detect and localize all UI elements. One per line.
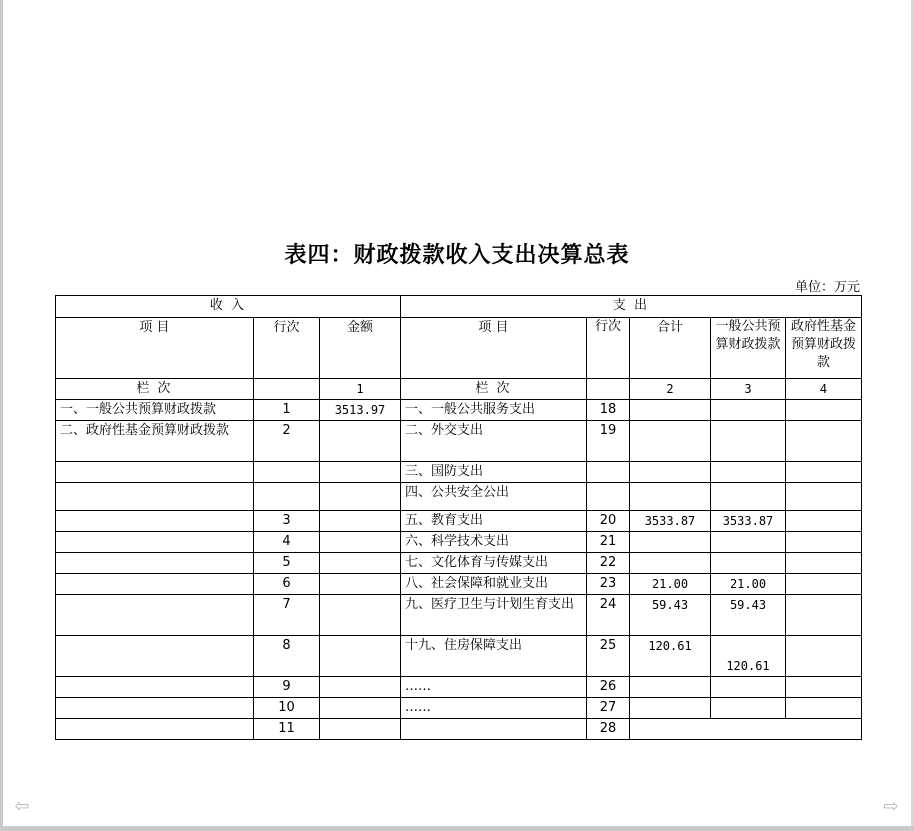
total-cell (630, 532, 711, 553)
expense-group-header: 支 出 (401, 296, 862, 318)
table-row (56, 532, 862, 553)
income-amount-cell (320, 483, 401, 511)
lanci-general-index: 3 (711, 379, 786, 400)
lanci-blank (587, 379, 630, 400)
fund-cell (786, 636, 862, 677)
general-cell: 59.43 (711, 595, 786, 636)
income-amount-cell: 3513.97 (320, 400, 401, 421)
table-row (56, 400, 862, 421)
income-amount-cell (320, 532, 401, 553)
expense-row-cell: 26 (587, 677, 630, 698)
income-amount-cell (320, 511, 401, 532)
income-row-cell: 11 (254, 719, 320, 740)
income-amount-cell (320, 677, 401, 698)
general-cell (711, 462, 786, 483)
income-row-cell: 1 (254, 400, 320, 421)
income-item-cell (56, 595, 254, 636)
expense-row-cell: 27 (587, 698, 630, 719)
general-cell (711, 532, 786, 553)
income-row-cell (254, 483, 320, 511)
expense-row-cell: 20 (587, 511, 630, 532)
income-row-cell: 10 (254, 698, 320, 719)
col-header-total: 合计 (630, 318, 711, 379)
income-row-cell: 9 (254, 677, 320, 698)
income-amount-cell (320, 636, 401, 677)
general-cell (711, 483, 786, 511)
income-item-cell (56, 511, 254, 532)
fund-cell (786, 400, 862, 421)
income-group-header: 收 入 (56, 296, 401, 318)
expense-item-cell: 十九、住房保障支出 (401, 636, 587, 677)
fund-cell (786, 483, 862, 511)
lanci-amount-index: 1 (320, 379, 401, 400)
table-row (56, 421, 862, 462)
expense-item-cell: 六、科学技术支出 (401, 532, 587, 553)
col-header-income-row: 行次 (254, 318, 320, 379)
general-cell (711, 636, 786, 677)
expense-row-cell: 25 (587, 636, 630, 677)
income-item-cell (56, 698, 254, 719)
income-row-cell: 6 (254, 574, 320, 595)
lanci-fund-index: 4 (786, 379, 862, 400)
col-header-amount: 金额 (320, 318, 401, 379)
fund-cell (786, 553, 862, 574)
col-header-fund-budget: 政府性基金预算财政拨款 (786, 318, 862, 379)
table-row (56, 462, 862, 483)
expense-row-cell: 19 (587, 421, 630, 462)
expense-item-cell (401, 719, 587, 740)
total-cell (630, 553, 711, 574)
col-header-income-item: 项 目 (56, 318, 254, 379)
general-cell (711, 400, 786, 421)
income-amount-cell (320, 462, 401, 483)
table-row (56, 553, 862, 574)
table-row (56, 698, 862, 719)
expense-item-cell: 三、国防支出 (401, 462, 587, 483)
table-row (56, 677, 862, 698)
financial-summary-table (55, 295, 862, 740)
income-amount-cell (320, 719, 401, 740)
fund-cell (786, 511, 862, 532)
total-cell: 59.43 (630, 595, 711, 636)
total-cell: 120.61 (630, 636, 711, 677)
expense-item-cell: …… (401, 677, 587, 698)
col-header-general-budget: 一般公共预算财政拨款 (711, 318, 786, 379)
income-item-cell (56, 532, 254, 553)
income-item-cell: 一、一般公共预算财政拨款 (56, 400, 254, 421)
expense-item-cell: 二、外交支出 (401, 421, 587, 462)
total-cell (630, 698, 711, 719)
expense-row-cell: 18 (587, 400, 630, 421)
income-amount-cell (320, 553, 401, 574)
window-bottom-border (0, 826, 914, 831)
expense-row-cell: 28 (587, 719, 630, 740)
income-amount-cell (320, 595, 401, 636)
general-cell: 21.00 (711, 574, 786, 595)
expense-item-cell: 五、教育支出 (401, 511, 587, 532)
fund-cell (786, 462, 862, 483)
expense-row-cell: 22 (587, 553, 630, 574)
income-item-cell (56, 677, 254, 698)
expense-item-cell: 四、公共安全公出 (401, 483, 587, 511)
table-row (56, 511, 862, 532)
income-item-cell: 二、政府性基金预算财政拨款 (56, 421, 254, 462)
expense-item-cell: 九、医疗卫生与计划生育支出 (401, 595, 587, 636)
lanci-label-right: 栏 次 (401, 379, 587, 400)
column-index-row (56, 379, 862, 400)
total-cell (630, 483, 711, 511)
income-amount-cell (320, 421, 401, 462)
income-row-cell: 8 (254, 636, 320, 677)
general-cell (711, 553, 786, 574)
income-item-cell (56, 636, 254, 677)
total-cell: 21.00 (630, 574, 711, 595)
total-cell (630, 400, 711, 421)
expense-row-cell (587, 462, 630, 483)
table-row (56, 595, 862, 636)
expense-item-cell: 一、一般公共服务支出 (401, 400, 587, 421)
income-item-cell (56, 553, 254, 574)
table-row (56, 636, 862, 677)
total-cell (630, 421, 711, 462)
col-header-expense-item: 项 目 (401, 318, 587, 379)
total-cell (630, 462, 711, 483)
fund-cell (786, 595, 862, 636)
window-left-border (0, 0, 3, 831)
expense-row-cell: 24 (587, 595, 630, 636)
general-cell (711, 677, 786, 698)
expense-item-cell: 八、社会保障和就业支出 (401, 574, 587, 595)
fund-cell (786, 574, 862, 595)
expense-row-cell: 21 (587, 532, 630, 553)
income-row-cell: 2 (254, 421, 320, 462)
expense-row-cell (587, 483, 630, 511)
table-title: 表四：财政拨款收入支出决算总表 (284, 242, 630, 268)
general-cell: 3533.87 (711, 511, 786, 532)
general-cell (711, 698, 786, 719)
income-item-cell (56, 462, 254, 483)
expense-row-cell: 23 (587, 574, 630, 595)
income-item-cell (56, 483, 254, 511)
lanci-total-index: 2 (630, 379, 711, 400)
income-row-cell: 4 (254, 532, 320, 553)
lanci-label-left: 栏 次 (56, 379, 254, 400)
unit-label: 单位：万元 (794, 280, 860, 295)
total-cell: 3533.87 (630, 511, 711, 532)
arrow-right-icon[interactable]: ⇨ (883, 796, 899, 817)
expense-item-cell: 七、文化体育与传媒支出 (401, 553, 587, 574)
fund-cell (786, 532, 862, 553)
general-cell (711, 421, 786, 462)
merged-amount-cell (630, 719, 862, 740)
column-header-row (56, 318, 862, 379)
income-item-cell (56, 574, 254, 595)
table-row (56, 574, 862, 595)
income-row-cell: 7 (254, 595, 320, 636)
table-row (56, 483, 862, 511)
table-row (56, 719, 862, 740)
income-item-cell (56, 719, 254, 740)
expense-item-cell: …… (401, 698, 587, 719)
group-header-row (56, 296, 862, 318)
income-amount-cell (320, 574, 401, 595)
arrow-left-icon[interactable]: ⇦ (14, 796, 30, 817)
fund-cell (786, 698, 862, 719)
fund-cell (786, 677, 862, 698)
total-cell (630, 677, 711, 698)
col-header-expense-row: 行次 (587, 318, 630, 379)
income-row-cell (254, 462, 320, 483)
income-amount-cell (320, 698, 401, 719)
general-value: 120.61 (726, 659, 770, 673)
income-row-cell: 3 (254, 511, 320, 532)
income-row-cell: 5 (254, 553, 320, 574)
lanci-blank (254, 379, 320, 400)
fund-cell (786, 421, 862, 462)
